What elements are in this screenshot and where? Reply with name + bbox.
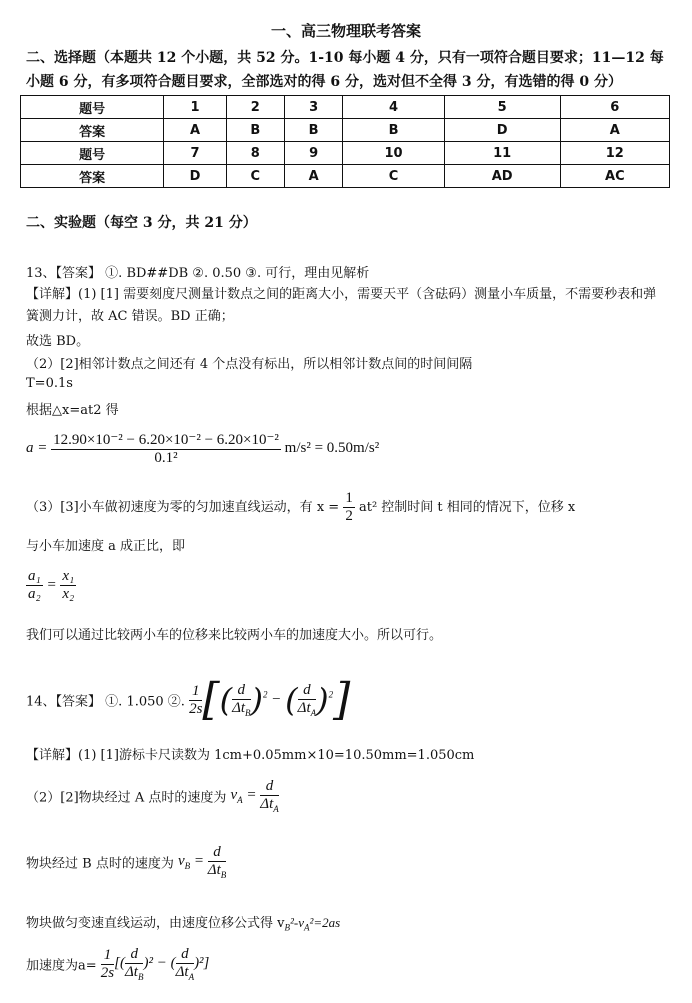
q14-answer xyxy=(26,674,351,725)
eq-rhs: m/s² = 0.50m/s² xyxy=(284,439,380,456)
table-cell: C xyxy=(226,165,284,188)
sub-B: B xyxy=(220,870,227,880)
f-d-over-dtB xyxy=(232,682,250,718)
q14-acceleration xyxy=(26,946,209,982)
eq-lhs: a = xyxy=(26,439,48,456)
sub-A: A xyxy=(310,708,317,718)
f-d: d xyxy=(260,778,278,796)
table-cell: 6 xyxy=(560,96,669,119)
table-cell: 10 xyxy=(343,142,444,165)
f-dtB xyxy=(125,964,143,982)
f-d-over-dtA xyxy=(298,682,316,718)
f-dtA xyxy=(176,964,194,982)
ratio-a-den: a₂ xyxy=(28,586,41,602)
table-cell: 9 xyxy=(284,142,343,165)
sub-A: A xyxy=(273,804,279,814)
ratio-x-den: x₂ xyxy=(62,586,75,602)
eq-sign: = xyxy=(246,787,257,804)
dt-symbol: Δt xyxy=(297,700,311,716)
table-cell: B xyxy=(343,119,444,142)
bracket-open: [( xyxy=(114,955,125,972)
sub-B: B xyxy=(137,972,144,982)
square-close: )²] xyxy=(194,955,210,972)
bracket-close: ] xyxy=(333,674,351,725)
detail2-pre: （2）[2]物块经过 A 点时的速度为 xyxy=(26,790,227,806)
table-cell: A xyxy=(560,119,669,142)
sub-A: A xyxy=(188,972,195,982)
square-minus: )² − ( xyxy=(143,955,176,972)
dt-symbol: Δt xyxy=(232,700,246,716)
ratio-a-num: a₁ xyxy=(28,568,41,584)
table-cell: 2 xyxy=(226,96,284,119)
table-cell: 8 xyxy=(226,142,284,165)
dt-symbol: Δt xyxy=(207,862,221,878)
f-d: d xyxy=(208,844,226,862)
q13-ratio xyxy=(26,568,76,603)
table-row xyxy=(21,142,670,165)
q14-answer-pre: 14、【答案】 ①. 1.050 ②. xyxy=(26,694,185,710)
detail4-mid: ²-v xyxy=(289,915,304,930)
detail4-end: ²=2as xyxy=(309,915,341,930)
q13-detail-3 xyxy=(26,490,575,525)
f-dtB xyxy=(208,862,226,880)
accel-pre: 加速度为a= xyxy=(26,958,97,974)
table-cell: D xyxy=(444,119,560,142)
ratio-a xyxy=(26,568,43,603)
page-title: 一、高三物理联考答案 xyxy=(270,22,421,40)
row-label: 题号 xyxy=(21,142,164,165)
detail3-pre: （3）[3]小车做初速度为零的匀加速直线运动，有 x = xyxy=(26,500,340,515)
f-num: 1 xyxy=(101,947,114,965)
table-cell: D xyxy=(164,165,227,188)
eq-denominator: 0.1² xyxy=(154,450,178,466)
q14-detail-2 xyxy=(26,778,279,814)
table-row xyxy=(21,119,670,142)
square: 2 xyxy=(263,689,268,700)
d-over-dtA xyxy=(260,778,278,814)
q13-conclusion: 我们可以通过比较两小车的位移来比较两小车的加速度大小。所以可行。 xyxy=(26,628,443,643)
sub-B: B xyxy=(284,922,290,933)
sub-B: B xyxy=(245,708,251,718)
f-den: 2s xyxy=(189,700,203,717)
q14-detail-4 xyxy=(26,912,340,933)
d-over-dtA xyxy=(176,946,194,982)
f-num: 1 xyxy=(189,683,202,701)
answer-table xyxy=(20,95,670,188)
v-symbol: v xyxy=(230,787,238,804)
q14-detail-1: 【详解】(1) [1]游标卡尺读数为 1cm+0.05mm×10=10.50mm=1.050cm xyxy=(26,748,475,763)
table-cell: AC xyxy=(560,165,669,188)
table-cell: 12 xyxy=(560,142,669,165)
f-d: d xyxy=(298,682,316,700)
table-cell: 11 xyxy=(444,142,560,165)
q13-detail-3-line2: 与小车加速度 a 成正比，即 xyxy=(26,539,186,554)
q13-answer: 13、【答案】 ①. BD##DB ②. 0.50 ③. 可行，理由见解析 xyxy=(26,266,370,281)
v-symbol: v xyxy=(177,853,185,870)
table-cell: 7 xyxy=(164,142,227,165)
sub-B: B xyxy=(184,861,191,872)
paren-close: ) xyxy=(250,681,264,719)
row-label: 答案 xyxy=(21,119,164,142)
table-cell: B xyxy=(226,119,284,142)
sub-A: A xyxy=(303,922,310,933)
q13-t-value: T=0.1s xyxy=(26,376,73,391)
eq-fraction xyxy=(51,430,281,467)
experiment-section-heading: 二、实验题（每空 3 分，共 21 分） xyxy=(26,215,257,231)
eq-sign: = xyxy=(193,853,205,870)
d-over-dtB xyxy=(125,946,143,982)
table-cell: 3 xyxy=(284,96,343,119)
frac-num: 1 xyxy=(345,490,353,506)
detail4-text: 物块做匀变速直线运动，由速度位移公式得 v xyxy=(26,916,285,931)
f-one-over-2s xyxy=(189,683,202,718)
table-cell: C xyxy=(343,165,444,188)
detail3-mid: at² 控制时间 t 相同的情况下，位移 x xyxy=(358,500,576,515)
table-row xyxy=(21,165,670,188)
q13-detail-1b: 故选 BD。 xyxy=(26,334,90,349)
paren-open: ( xyxy=(219,681,233,719)
ratio-eq: = xyxy=(46,576,57,593)
dt-symbol: Δt xyxy=(124,964,138,980)
frac-den: 2 xyxy=(345,508,353,524)
q14-answer-formula xyxy=(189,674,351,725)
square: 2 xyxy=(328,689,334,700)
half-fraction xyxy=(343,490,355,525)
table-cell: B xyxy=(284,119,343,142)
minus: − xyxy=(271,691,282,708)
f-dtA xyxy=(298,700,316,718)
f-den: 2s xyxy=(100,964,115,981)
table-cell: A xyxy=(164,119,227,142)
table-cell: A xyxy=(284,165,343,188)
d-over-dtB xyxy=(208,844,226,880)
eq-numerator: 12.90×10⁻² − 6.20×10⁻² − 6.20×10⁻² xyxy=(53,432,279,448)
f-d: d xyxy=(125,946,143,964)
ratio-x-num: x₁ xyxy=(62,568,75,584)
q13-formula-intro: 根据△x=at2 得 xyxy=(26,403,119,418)
f-dtA xyxy=(260,796,278,814)
bracket-open: [ xyxy=(202,674,220,725)
table-cell: AD xyxy=(444,165,560,188)
q13-detail-1: 【详解】(1) [1] 需要刻度尺测量计数点之间的距离大小，需要天平（含砝码）测量小车质量，不需要秒表和弹簧测力计，故 AC 错误。BD 正确； xyxy=(26,287,657,324)
ratio-x xyxy=(60,568,76,603)
f-dtB xyxy=(232,700,250,718)
choice-section-heading: 二、选择题（本题共 12 个小题，共 52 分。1-10 每小题 4 分，只有一项符合题目要求；11—12 每小题 6 分，有多项符合题目要求，全部选对的得 6 分，选对但不全得 3 分，有选错的得 0 分） xyxy=(26,50,664,90)
row-label: 答案 xyxy=(21,165,164,188)
table-row xyxy=(21,96,670,119)
table-cell: 1 xyxy=(164,96,227,119)
q14-detail-3 xyxy=(26,844,226,880)
paren-close: ) xyxy=(316,681,329,719)
f-d: d xyxy=(176,946,194,964)
row-label: 题号 xyxy=(21,96,164,119)
dt-symbol: Δt xyxy=(175,964,189,980)
q13-accel-equation xyxy=(26,430,379,467)
table-cell: 5 xyxy=(444,96,560,119)
table-cell: 4 xyxy=(343,96,444,119)
dt-symbol: Δt xyxy=(260,796,274,812)
one-over-2s xyxy=(101,947,114,982)
detail3-pre: 物块经过 B 点时的速度为 xyxy=(26,856,174,872)
paren-open: ( xyxy=(285,681,298,719)
q13-detail-2: （2）[2]相邻计数点之间还有 4 个点没有标出，所以相邻计数点间的时间间隔 xyxy=(26,357,473,372)
f-d: d xyxy=(232,682,250,700)
sub-A: A xyxy=(237,795,243,806)
